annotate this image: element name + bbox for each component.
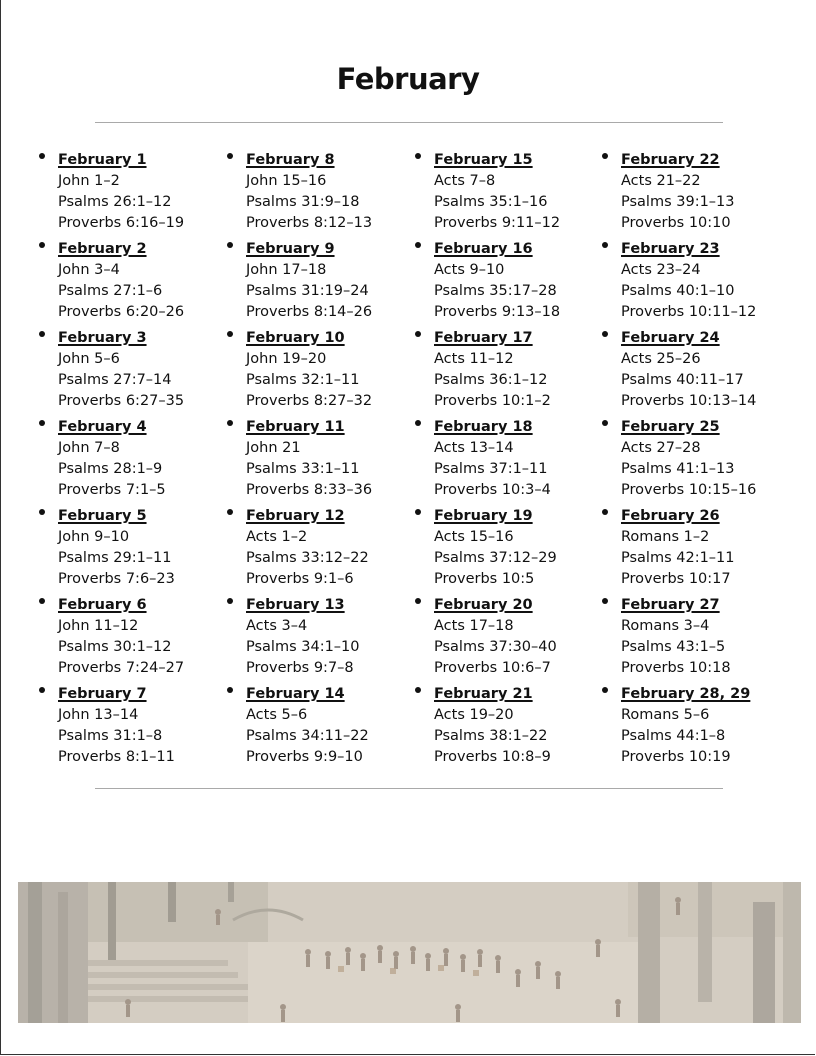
reading-reference: Proverbs 10:1–2 — [434, 393, 551, 409]
reading-reference: John 5–6 — [58, 351, 120, 367]
reading-day-item — [621, 150, 801, 239]
reading-reference: Psalms 39:1–13 — [621, 194, 735, 210]
bullet-icon — [39, 242, 45, 248]
day-link[interactable]: February 2 — [58, 241, 147, 257]
day-link[interactable]: February 3 — [58, 330, 147, 346]
reading-reference: Acts 23–24 — [621, 262, 701, 278]
reading-reference: Psalms 43:1–5 — [621, 639, 726, 655]
reading-reference: Psalms 33:1–11 — [246, 461, 360, 477]
bottom-divider — [95, 788, 723, 789]
reading-day-item — [58, 595, 238, 684]
reading-reference: John 11–12 — [58, 618, 139, 634]
day-link[interactable]: February 18 — [434, 419, 533, 435]
reading-day-item — [434, 239, 614, 328]
reading-reference: John 13–14 — [58, 707, 139, 723]
day-link[interactable]: February 15 — [434, 152, 533, 168]
top-divider — [95, 122, 723, 123]
reading-reference: Proverbs 7:1–5 — [58, 482, 166, 498]
reading-day-item — [246, 595, 426, 684]
reading-reference: Proverbs 9:1–6 — [246, 571, 354, 587]
reading-reference: Psalms 32:1–11 — [246, 372, 360, 388]
reading-reference: Acts 27–28 — [621, 440, 701, 456]
reading-day-item — [434, 417, 614, 506]
reading-reference: Proverbs 10:6–7 — [434, 660, 551, 676]
reading-reference: Proverbs 6:16–19 — [58, 215, 185, 231]
day-link[interactable]: February 17 — [434, 330, 533, 346]
reading-reference: Proverbs 8:27–32 — [246, 393, 373, 409]
reading-day-item — [58, 684, 238, 773]
reading-reference: Psalms 36:1–12 — [434, 372, 548, 388]
reading-day-item — [246, 328, 426, 417]
reading-reference: Acts 9–10 — [434, 262, 505, 278]
bullet-icon — [227, 331, 233, 337]
bullet-icon — [39, 598, 45, 604]
bullet-icon — [39, 420, 45, 426]
reading-reference: Proverbs 10:11–12 — [621, 304, 757, 320]
reading-reference: Psalms 35:17–28 — [434, 283, 557, 299]
reading-column — [58, 150, 238, 773]
bullet-icon — [415, 331, 421, 337]
reading-day-item — [58, 239, 238, 328]
reading-reference: John 3–4 — [58, 262, 120, 278]
bullet-icon — [415, 509, 421, 515]
bullet-icon — [415, 420, 421, 426]
reading-column — [621, 150, 801, 773]
reading-reference: Psalms 31:19–24 — [246, 283, 369, 299]
reading-reference: Psalms 31:1–8 — [58, 728, 163, 744]
bullet-icon — [227, 242, 233, 248]
day-link[interactable]: February 20 — [434, 597, 533, 613]
day-link[interactable]: February 26 — [621, 508, 720, 524]
day-link[interactable]: February 9 — [246, 241, 335, 257]
reading-reference: John 1–2 — [58, 173, 120, 189]
reading-day-item — [434, 506, 614, 595]
day-link[interactable]: February 1 — [58, 152, 147, 168]
bullet-icon — [602, 420, 608, 426]
reading-reference: Proverbs 10:15–16 — [621, 482, 757, 498]
reading-reference: Acts 15–16 — [434, 529, 514, 545]
reading-reference: John 15–16 — [246, 173, 327, 189]
reading-day-item — [621, 328, 801, 417]
day-link[interactable]: February 21 — [434, 686, 533, 702]
reading-reference: Acts 3–4 — [246, 618, 308, 634]
bullet-icon — [39, 331, 45, 337]
reading-reference: Acts 17–18 — [434, 618, 514, 634]
reading-day-item — [621, 595, 801, 684]
reading-reference: John 9–10 — [58, 529, 130, 545]
reading-day-item — [621, 506, 801, 595]
reading-day-item — [434, 595, 614, 684]
reading-reference: Proverbs 10:19 — [621, 749, 731, 765]
bullet-icon — [602, 331, 608, 337]
reading-reference: Proverbs 10:17 — [621, 571, 731, 587]
reading-reference: Psalms 27:1–6 — [58, 283, 163, 299]
reading-reference: Psalms 34:1–10 — [246, 639, 360, 655]
reading-reference: John 21 — [246, 440, 301, 456]
reading-reference: John 7–8 — [58, 440, 120, 456]
reading-day-item — [58, 417, 238, 506]
reading-reference: Proverbs 6:20–26 — [58, 304, 185, 320]
reading-reference: Acts 19–20 — [434, 707, 514, 723]
reading-reference: Psalms 35:1–16 — [434, 194, 548, 210]
reading-reference: Proverbs 9:9–10 — [246, 749, 363, 765]
reading-reference: Psalms 34:11–22 — [246, 728, 369, 744]
reading-reference: Psalms 41:1–13 — [621, 461, 735, 477]
reading-reference: Romans 3–4 — [621, 618, 710, 634]
reading-reference: Psalms 37:30–40 — [434, 639, 557, 655]
day-link[interactable]: February 28, 29 — [621, 686, 751, 702]
day-link[interactable]: February 13 — [246, 597, 345, 613]
day-link[interactable]: February 8 — [246, 152, 335, 168]
day-link[interactable]: February 12 — [246, 508, 345, 524]
bullet-icon — [415, 153, 421, 159]
bullet-icon — [227, 598, 233, 604]
reading-reference: Proverbs 8:1–11 — [58, 749, 175, 765]
reading-reference: Acts 1–2 — [246, 529, 308, 545]
reading-reference: Psalms 27:7–14 — [58, 372, 172, 388]
reading-reference: Psalms 44:1–8 — [621, 728, 726, 744]
decorative-painting-image — [18, 882, 801, 1023]
reading-reference: John 17–18 — [246, 262, 327, 278]
reading-reference: Proverbs 9:7–8 — [246, 660, 354, 676]
reading-day-item — [434, 684, 614, 773]
reading-reference: Acts 21–22 — [621, 173, 701, 189]
bullet-icon — [602, 687, 608, 693]
day-link[interactable]: February 19 — [434, 508, 533, 524]
reading-reference: Proverbs 7:24–27 — [58, 660, 185, 676]
bullet-icon — [602, 242, 608, 248]
reading-reference: Psalms 42:1–11 — [621, 550, 735, 566]
reading-day-item — [621, 684, 801, 773]
reading-reference: Proverbs 9:13–18 — [434, 304, 561, 320]
reading-day-item — [246, 417, 426, 506]
reading-reference: Psalms 28:1–9 — [58, 461, 163, 477]
bullet-icon — [602, 153, 608, 159]
day-link[interactable]: February 25 — [621, 419, 720, 435]
reading-day-item — [246, 684, 426, 773]
day-link[interactable]: February 27 — [621, 597, 720, 613]
reading-reference: Proverbs 8:12–13 — [246, 215, 373, 231]
reading-reference: Psalms 33:12–22 — [246, 550, 369, 566]
reading-reference: Psalms 40:1–10 — [621, 283, 735, 299]
bullet-icon — [227, 687, 233, 693]
reading-column — [434, 150, 614, 773]
reading-reference: Romans 1–2 — [621, 529, 710, 545]
reading-reference: Proverbs 10:5 — [434, 571, 535, 587]
reading-reference: Proverbs 10:10 — [621, 215, 731, 231]
reading-reference: John 19–20 — [246, 351, 327, 367]
reading-reference: Psalms 30:1–12 — [58, 639, 172, 655]
reading-reference: Proverbs 8:33–36 — [246, 482, 373, 498]
reading-reference: Proverbs 9:11–12 — [434, 215, 561, 231]
bullet-icon — [602, 598, 608, 604]
reading-reference: Romans 5–6 — [621, 707, 710, 723]
reading-reference: Proverbs 10:18 — [621, 660, 731, 676]
day-link[interactable]: February 6 — [58, 597, 147, 613]
bullet-icon — [227, 153, 233, 159]
bullet-icon — [415, 242, 421, 248]
reading-reference: Psalms 29:1–11 — [58, 550, 172, 566]
day-link[interactable]: February 4 — [58, 419, 147, 435]
reading-day-item — [58, 506, 238, 595]
reading-reference: Proverbs 6:27–35 — [58, 393, 185, 409]
day-link[interactable]: February 10 — [246, 330, 345, 346]
reading-day-item — [246, 506, 426, 595]
reading-reference: Psalms 31:9–18 — [246, 194, 360, 210]
reading-reference: Psalms 37:12–29 — [434, 550, 557, 566]
day-link[interactable]: February 14 — [246, 686, 345, 702]
day-link[interactable]: February 11 — [246, 419, 345, 435]
bullet-icon — [602, 509, 608, 515]
reading-day-item — [58, 150, 238, 239]
reading-day-item — [246, 239, 426, 328]
reading-reference: Acts 13–14 — [434, 440, 514, 456]
bullet-icon — [39, 687, 45, 693]
day-link[interactable]: February 16 — [434, 241, 533, 257]
reading-day-item — [621, 239, 801, 328]
reading-reference: Acts 7–8 — [434, 173, 496, 189]
reading-reference: Acts 25–26 — [621, 351, 701, 367]
reading-day-item — [58, 328, 238, 417]
reading-reference: Psalms 37:1–11 — [434, 461, 548, 477]
reading-day-item — [246, 150, 426, 239]
bullet-icon — [39, 509, 45, 515]
reading-reference: Psalms 40:11–17 — [621, 372, 744, 388]
reading-reference: Proverbs 10:13–14 — [621, 393, 757, 409]
reading-column — [246, 150, 426, 773]
bullet-icon — [39, 153, 45, 159]
day-link[interactable]: February 22 — [621, 152, 720, 168]
reading-reference: Acts 5–6 — [246, 707, 308, 723]
day-link[interactable]: February 5 — [58, 508, 147, 524]
day-link[interactable]: February 7 — [58, 686, 147, 702]
bullet-icon — [227, 420, 233, 426]
reading-reference: Proverbs 8:14–26 — [246, 304, 373, 320]
reading-day-item — [621, 417, 801, 506]
day-link[interactable]: February 24 — [621, 330, 720, 346]
bullet-icon — [415, 598, 421, 604]
reading-reference: Proverbs 10:8–9 — [434, 749, 551, 765]
reading-reference: Acts 11–12 — [434, 351, 514, 367]
bullet-icon — [415, 687, 421, 693]
reading-day-item — [434, 328, 614, 417]
page-title: February — [336, 62, 480, 96]
reading-reference: Psalms 38:1–22 — [434, 728, 548, 744]
reading-reference: Proverbs 7:6–23 — [58, 571, 175, 587]
reading-reference: Proverbs 10:3–4 — [434, 482, 551, 498]
reading-reference: Psalms 26:1–12 — [58, 194, 172, 210]
day-link[interactable]: February 23 — [621, 241, 720, 257]
bullet-icon — [227, 509, 233, 515]
reading-day-item — [434, 150, 614, 239]
